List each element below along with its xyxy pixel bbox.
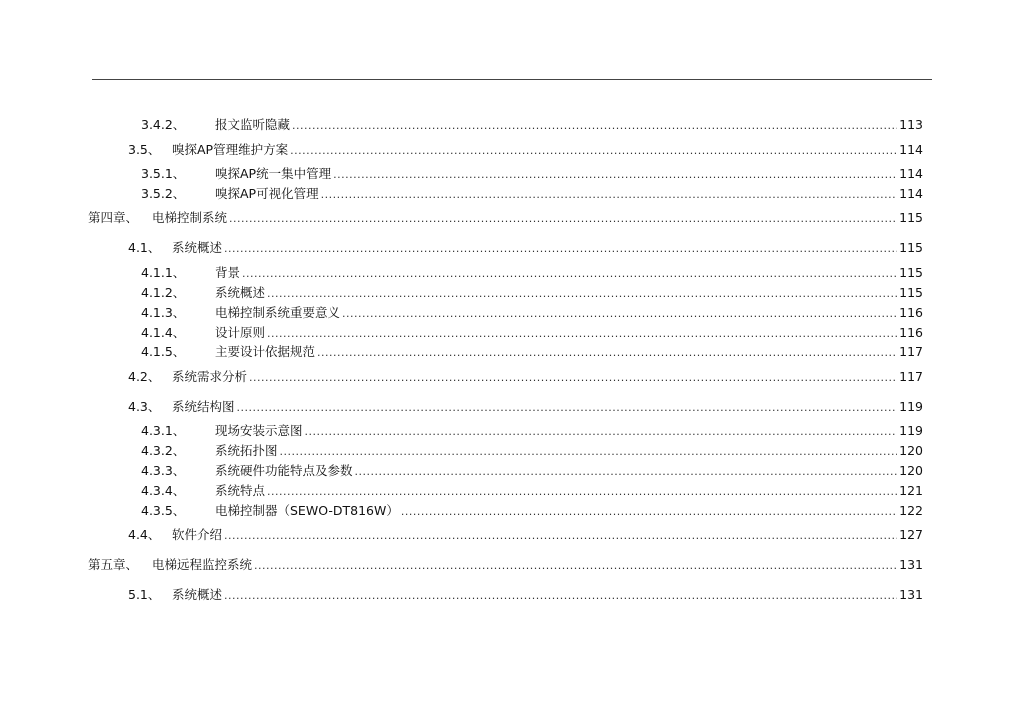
toc-page: 113	[899, 117, 923, 132]
toc-number: 3.4.2、	[141, 117, 186, 132]
toc-leader	[229, 211, 897, 227]
toc-entry-4-1-3[interactable]	[141, 305, 923, 322]
toc-leader	[267, 484, 897, 500]
toc-page: 116	[899, 325, 923, 340]
toc-page: 117	[899, 344, 923, 359]
toc-title: 主要设计依据规范	[215, 344, 316, 359]
toc-entry-4-1-1[interactable]	[141, 265, 923, 282]
toc-number: 4.1、	[128, 240, 161, 255]
toc-number: 3.5.1、	[141, 166, 186, 181]
toc-entry-chapter-4[interactable]	[88, 210, 923, 227]
toc-leader	[317, 345, 897, 361]
toc-title: 系统需求分析	[172, 369, 248, 384]
toc-entry-4-3-4[interactable]	[141, 483, 923, 500]
toc-title: 系统结构图	[172, 399, 235, 414]
toc-number: 3.5.2、	[141, 186, 186, 201]
toc-page: 115	[899, 285, 923, 300]
toc-leader	[237, 400, 898, 416]
toc-number: 3.5、	[128, 142, 161, 157]
toc-entry-4-3-3[interactable]	[141, 463, 923, 480]
toc-leader	[224, 588, 897, 604]
toc-title: 系统拓扑图	[215, 443, 278, 458]
toc-entry-4-3-5[interactable]	[141, 503, 923, 520]
toc-title: 背景	[215, 265, 241, 280]
toc-title: 报文监听隐藏	[215, 117, 291, 132]
toc-number: 4.3.4、	[141, 483, 186, 498]
toc-page: 117	[899, 369, 923, 384]
toc-entry-4-3[interactable]	[128, 399, 923, 416]
toc-page: 119	[899, 423, 923, 438]
toc-page: 114	[899, 186, 923, 201]
toc-leader	[401, 504, 897, 520]
toc-entry-3-5-1[interactable]	[141, 166, 923, 183]
toc-leader	[280, 444, 898, 460]
toc-entry-4-4[interactable]	[128, 527, 923, 544]
toc-page: 120	[899, 443, 923, 458]
toc-page: 131	[899, 557, 923, 572]
toc-page: 115	[899, 265, 923, 280]
toc-leader	[249, 370, 897, 386]
toc-entry-3-5[interactable]	[128, 142, 923, 159]
toc-leader	[333, 167, 897, 183]
toc-number: 4.3.2、	[141, 443, 186, 458]
toc-title: 系统概述	[215, 285, 266, 300]
toc-title: 系统概述	[172, 587, 223, 602]
toc-number: 4.1.4、	[141, 325, 186, 340]
toc-page: 119	[899, 399, 923, 414]
toc-title: 设计原则	[215, 325, 266, 340]
toc-title: 系统特点	[215, 483, 266, 498]
toc-entry-4-3-1[interactable]	[141, 423, 923, 440]
toc-entry-4-2[interactable]	[128, 369, 923, 386]
toc-leader	[242, 266, 897, 282]
toc-entry-4-1-5[interactable]	[141, 344, 923, 361]
toc-page: 115	[899, 240, 923, 255]
toc-leader	[290, 143, 897, 159]
toc-page: 114	[899, 142, 923, 157]
toc-page: 127	[899, 527, 923, 542]
toc-entry-4-1[interactable]	[128, 240, 923, 257]
toc-number: 4.4、	[128, 527, 161, 542]
toc-title: 系统概述	[172, 240, 223, 255]
toc-page: 131	[899, 587, 923, 602]
toc-page: 120	[899, 463, 923, 478]
toc-number: 4.1.2、	[141, 285, 186, 300]
toc-entry-4-3-2[interactable]	[141, 443, 923, 460]
toc-page: 121	[899, 483, 923, 498]
toc-number: 4.3.1、	[141, 423, 186, 438]
toc-leader	[321, 187, 898, 203]
toc-entry-chapter-5[interactable]	[88, 557, 923, 574]
toc-number: 4.1.5、	[141, 344, 186, 359]
toc-entry-5-1[interactable]	[128, 587, 923, 604]
toc-leader	[267, 286, 897, 302]
toc-title: 系统硬件功能特点及参数	[215, 463, 353, 478]
toc-title: 电梯控制系统	[152, 210, 228, 225]
toc-entry-3-4-2[interactable]	[141, 117, 923, 134]
toc-leader	[224, 528, 897, 544]
toc-page: 114	[899, 166, 923, 181]
toc-leader	[305, 424, 898, 440]
toc-entry-4-1-4[interactable]	[141, 325, 923, 342]
toc-title: 嗅探AP管理维护方案	[172, 142, 289, 157]
toc-number: 4.1.3、	[141, 305, 186, 320]
toc-number: 4.3.3、	[141, 463, 186, 478]
toc-number: 第五章、	[88, 557, 139, 572]
toc-title: 现场安装示意图	[215, 423, 303, 438]
toc-number: 4.1.1、	[141, 265, 186, 280]
toc-title: 电梯控制系统重要意义	[215, 305, 341, 320]
toc-title: 电梯控制器（SEWO-DT816W）	[215, 503, 399, 518]
toc-leader	[254, 558, 897, 574]
toc-number: 4.3、	[128, 399, 161, 414]
toc-entry-4-1-2[interactable]	[141, 285, 923, 302]
toc-title: 电梯远程监控系统	[152, 557, 253, 572]
toc-page: 116	[899, 305, 923, 320]
toc-number: 5.1、	[128, 587, 161, 602]
toc-page: 122	[899, 503, 923, 518]
toc-leader	[267, 326, 897, 342]
toc-title: 嗅探AP可视化管理	[215, 186, 319, 201]
toc-leader	[224, 241, 897, 257]
toc-entry-3-5-2[interactable]	[141, 186, 923, 203]
toc-page: 115	[899, 210, 923, 225]
toc-title: 软件介绍	[172, 527, 223, 542]
toc-leader	[342, 306, 897, 322]
toc-number: 4.2、	[128, 369, 161, 384]
toc-number: 第四章、	[88, 210, 139, 225]
toc-leader	[292, 118, 897, 134]
toc-leader	[355, 464, 898, 480]
toc-number: 4.3.5、	[141, 503, 186, 518]
toc-title: 嗅探AP统一集中管理	[215, 166, 332, 181]
